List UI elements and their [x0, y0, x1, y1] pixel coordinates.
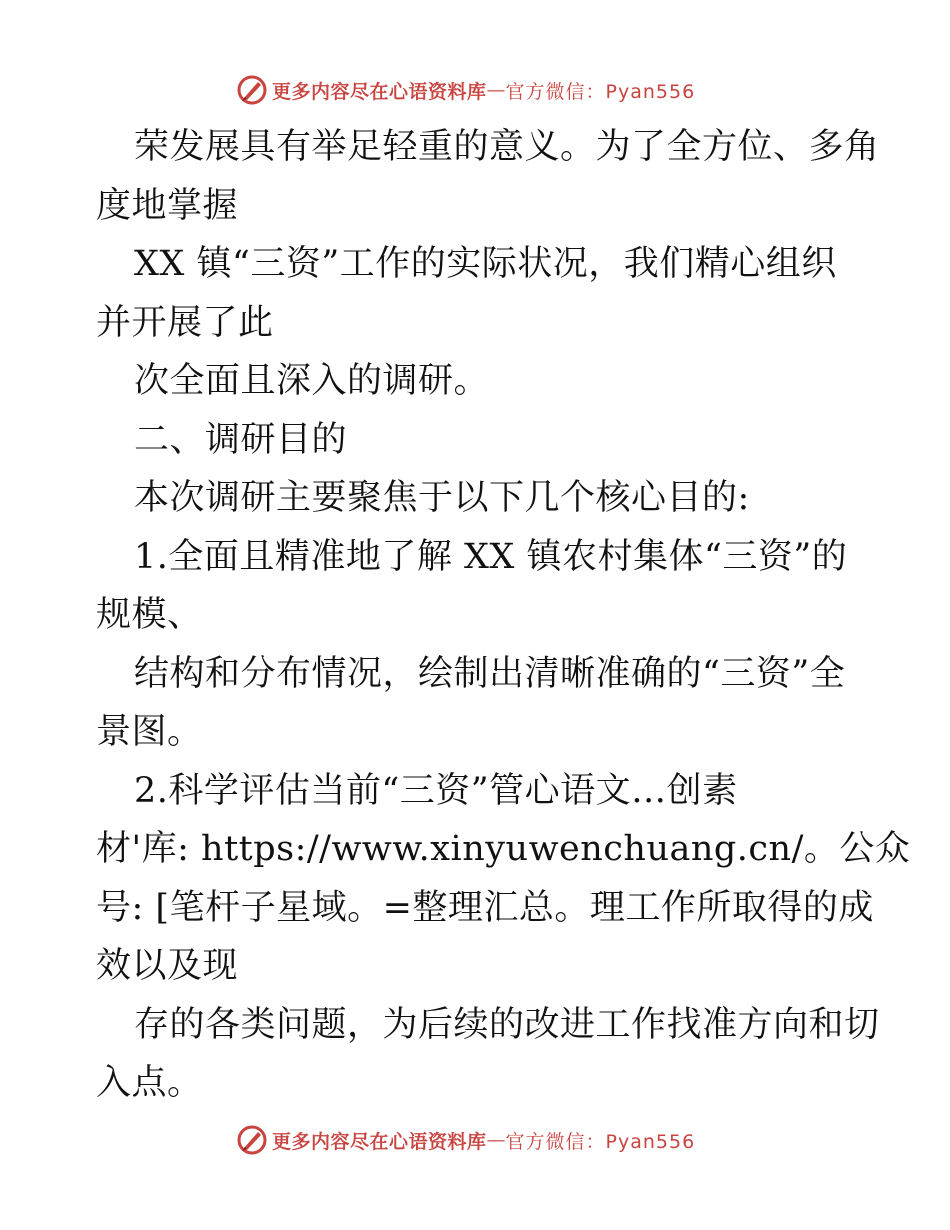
text-line: 结构和分布情况，绘制出清晰准确的“三资”全 [134, 653, 846, 694]
quill-pen-icon [236, 1124, 268, 1156]
text-line: 并开展了此 [96, 302, 274, 343]
text-line: 景图。 [96, 712, 203, 752]
text-line: 本次调研主要聚焦于以下几个核心目的: [134, 478, 750, 518]
text-line: 1.全面且精准地了解 XX 镇农村集体“三资”的 [134, 536, 848, 577]
text-line: XX 镇“三资”工作的实际状况，我们精心组织 [134, 244, 837, 284]
text-line: 存的各类问题，为后续的改进工作找准方向和切 [134, 1004, 880, 1045]
text-line: 效以及现 [96, 946, 239, 986]
text-line: 度地掌握 [96, 185, 239, 226]
text-line: 二、调研目的 [134, 419, 348, 460]
header-banner [236, 72, 716, 108]
text-line: 次全面且深入的调研。 [134, 361, 490, 401]
quill-pen-icon [236, 74, 268, 106]
banner-title: 更多内容尽在心语资料库 [272, 1130, 487, 1153]
text-line: 入点。 [96, 1063, 203, 1103]
text-line: 2.科学评估当前“三资”管心语文…创素 [134, 770, 738, 811]
banner-wechat: 官方微信：Pyan556 [505, 80, 696, 103]
banner-title: 更多内容尽在心语资料库 [272, 80, 487, 103]
banner-dash: — [486, 1129, 506, 1151]
document-body [96, 118, 911, 1113]
banner-dash: — [486, 79, 506, 101]
text-line: 材'库: https://www.xinyuwenchuang.cn/。公众 [96, 829, 911, 869]
text-line: 规模、 [96, 595, 203, 635]
text-line: 荣发展具有举足轻重的意义。为了全方位、多角 [134, 127, 880, 167]
footer-banner [236, 1122, 716, 1158]
text-line: 号: [笔杆子星域。=整理汇总。理工作所取得的成 [96, 887, 874, 928]
banner-wechat: 官方微信：Pyan556 [505, 1130, 696, 1153]
